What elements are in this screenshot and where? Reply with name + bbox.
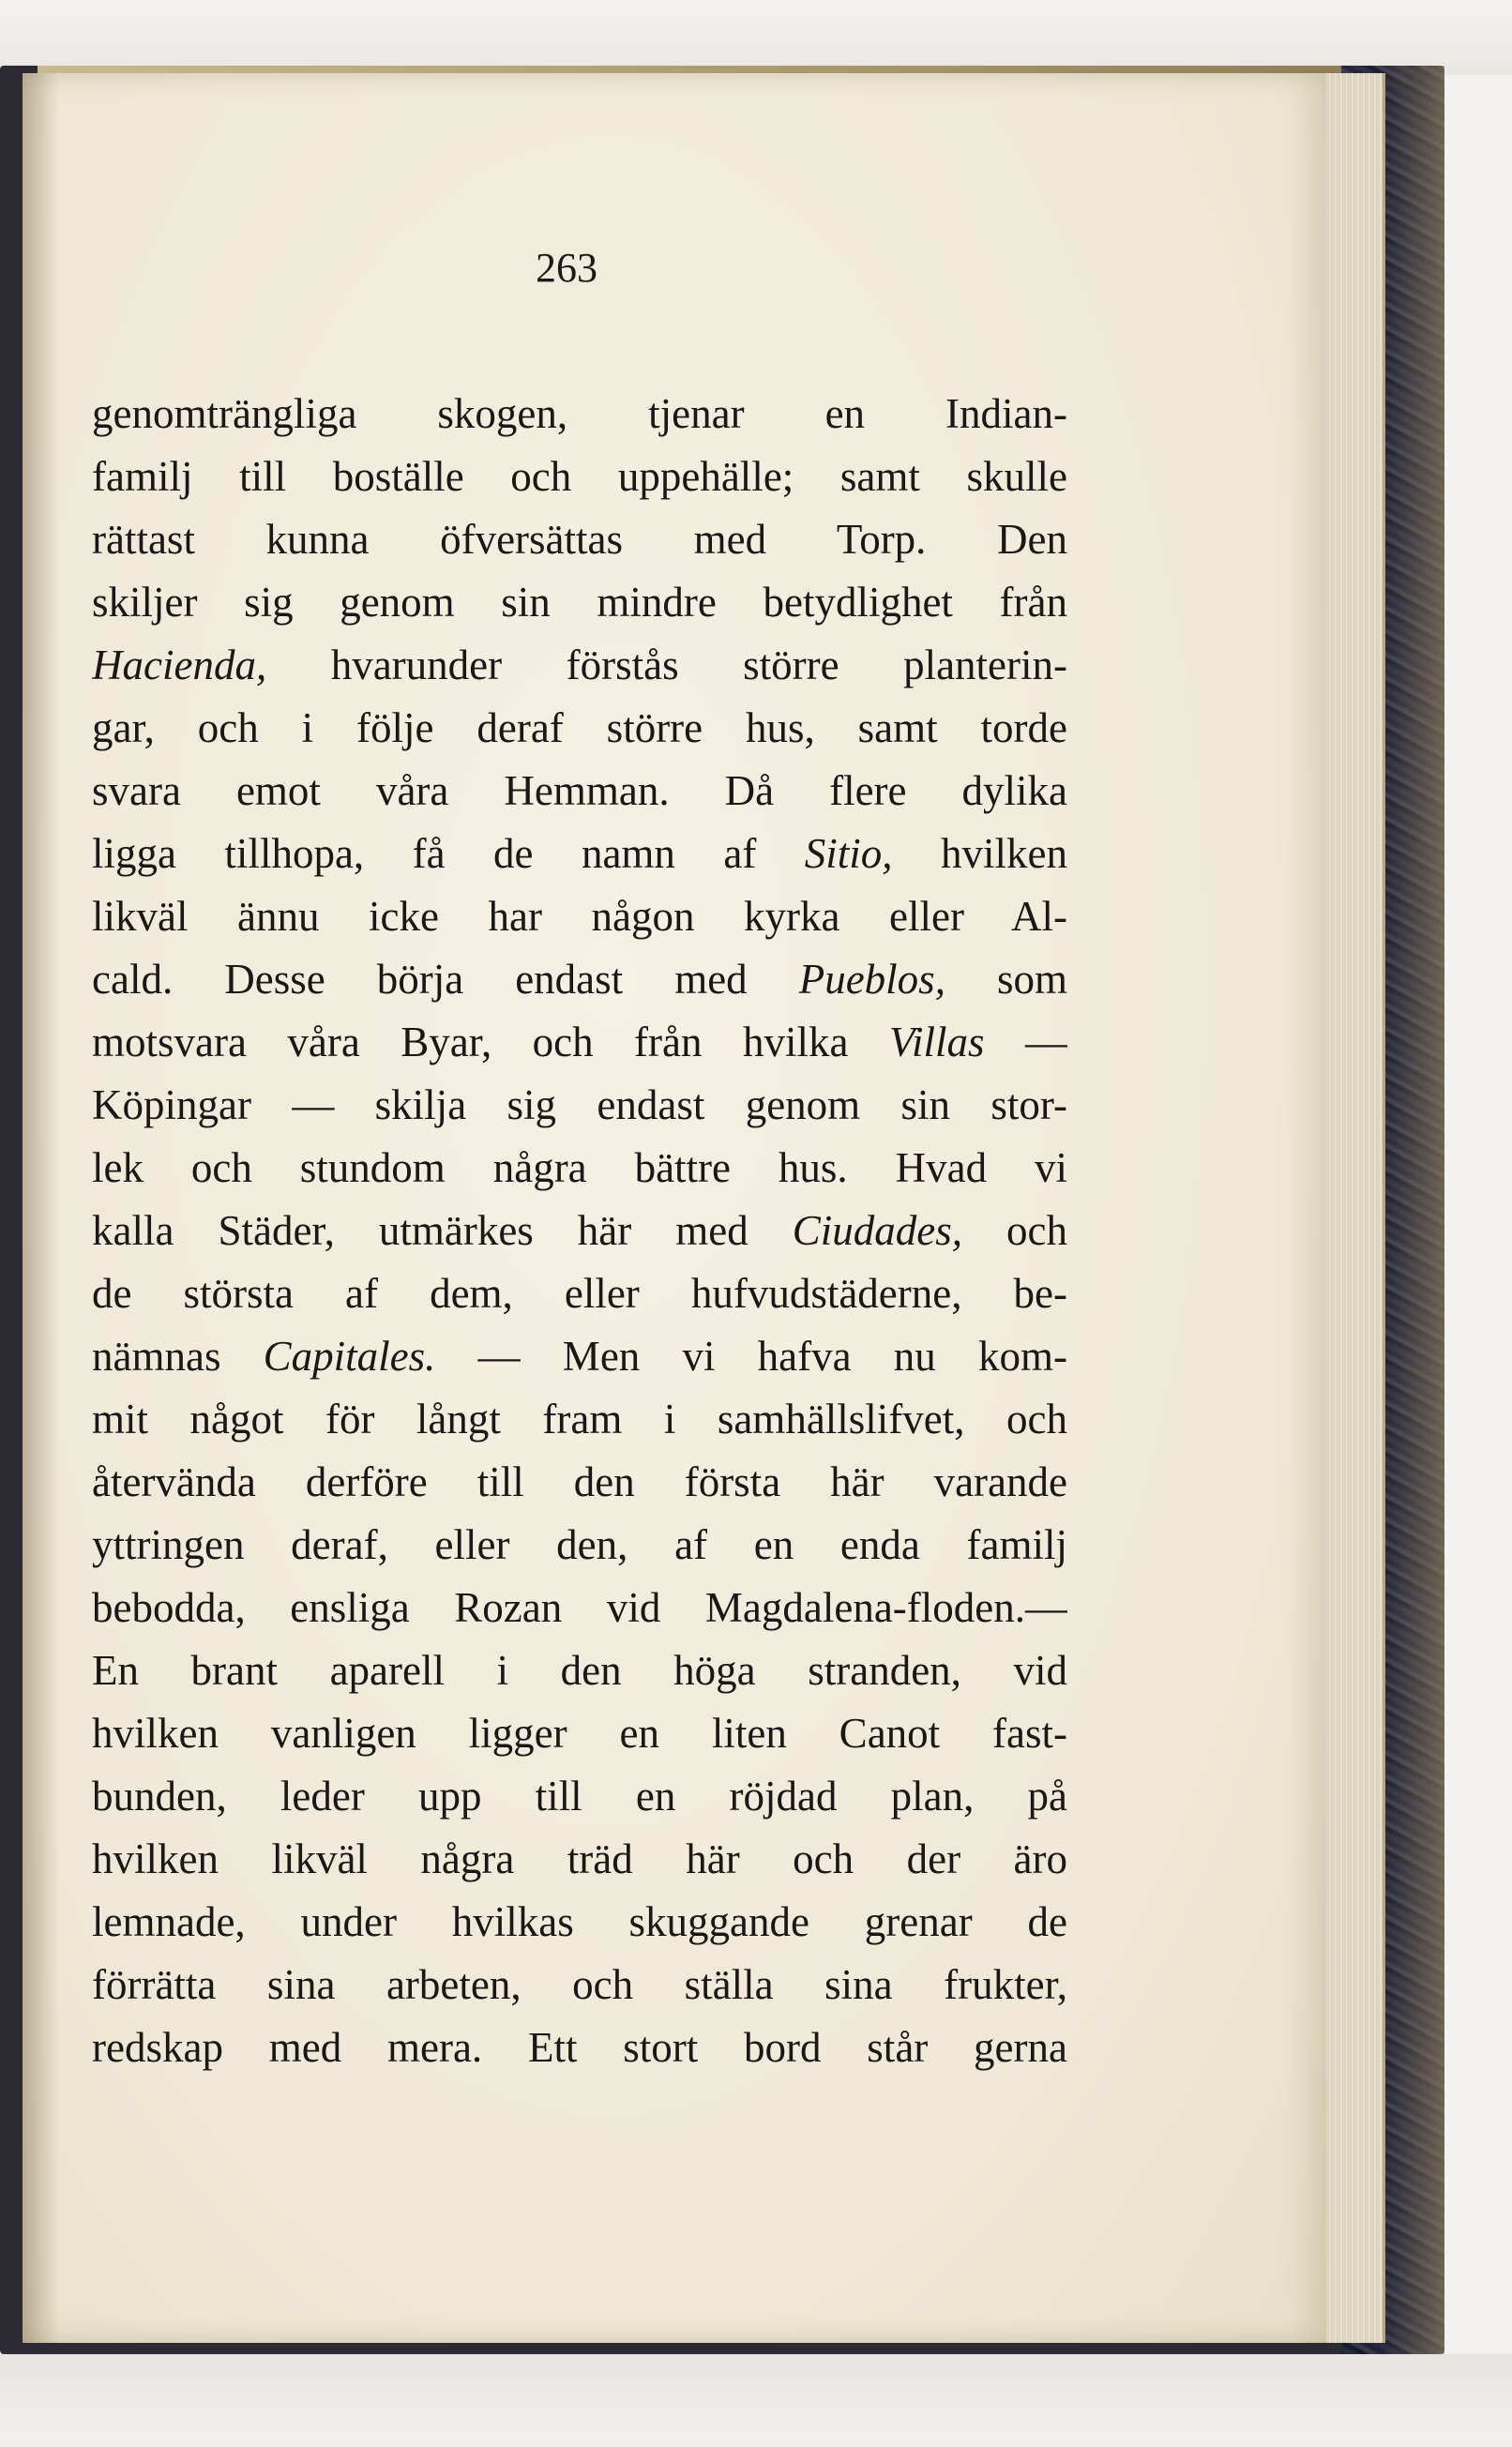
- text-line: [92, 760, 1067, 823]
- text-line: [92, 1074, 1067, 1137]
- text-segment: hvarunder förstås större planterin-: [266, 642, 1067, 688]
- page-number: 263: [536, 245, 597, 291]
- gutter-shadow: [23, 73, 60, 2343]
- text-segment: gar, och i följe deraf större hus, samt torde: [92, 704, 1067, 751]
- text-segment: bebodda, ensliga Rozan vid Magdalena-floden.—: [92, 1584, 1067, 1631]
- text-line: [92, 571, 1067, 634]
- text-line: [92, 1137, 1067, 1200]
- text-segment: motsvara våra Byar, och från hvilka: [92, 1019, 889, 1065]
- text-segment: yttringen deraf, eller den, af en enda familj: [92, 1521, 1067, 1568]
- italic-term: Villas: [888, 1019, 985, 1065]
- text-line: [92, 1765, 1067, 1828]
- text-segment: — Men vi hafva nu kom-: [435, 1333, 1067, 1380]
- text-segment: återvända derföre till den första här varande: [92, 1458, 1067, 1505]
- italic-term: Sitio,: [804, 830, 893, 877]
- text-segment: svara emot våra Hemman. Då flere dylika: [92, 767, 1067, 814]
- text-segment: kalla Städer, utmärkes här med: [92, 1207, 793, 1254]
- text-line: [92, 1702, 1067, 1765]
- text-line: [92, 1828, 1067, 1891]
- text-line: [92, 948, 1067, 1011]
- text-segment: genomträngliga skogen, tjenar en Indian-: [92, 390, 1067, 437]
- text-segment: —: [984, 1019, 1067, 1065]
- italic-term: Hacienda,: [92, 642, 267, 688]
- text-line: [92, 697, 1067, 760]
- text-line: [92, 1954, 1067, 2017]
- text-line: [92, 1262, 1067, 1325]
- text-line: [92, 1388, 1067, 1451]
- italic-term: Ciudades,: [792, 1207, 963, 1254]
- text-segment: mit något för långt fram i samhällslifvet, och: [92, 1396, 1067, 1443]
- text-segment: nämnas: [92, 1333, 264, 1380]
- text-segment: familj till boställe och uppehälle; samt skulle: [92, 453, 1067, 500]
- text-segment: hvilken likväl några träd här och der äro: [92, 1835, 1067, 1882]
- text-line: [92, 885, 1067, 948]
- text-line: [92, 823, 1067, 885]
- text-line: [92, 1200, 1067, 1262]
- text-line: [92, 508, 1067, 571]
- text-segment: ligga tillhopa, få de namn af: [92, 830, 805, 877]
- text-segment: lemnade, under hvilkas skuggande grenar de: [92, 1898, 1067, 1945]
- text-segment: Köpingar — skilja sig endast genom sin stor-: [92, 1081, 1067, 1128]
- text-segment: hvilken: [892, 830, 1067, 877]
- text-segment: förrätta sina arbeten, och ställa sina frukter,: [92, 1961, 1067, 2008]
- italic-term: Capitales.: [263, 1333, 436, 1380]
- scan-background-top: [0, 0, 1512, 75]
- text-line: [92, 1639, 1067, 1702]
- text-line: [92, 1011, 1067, 1074]
- text-segment: hvilken vanligen ligger en liten Canot fast-: [92, 1710, 1067, 1757]
- text-segment: de största af dem, eller hufvudstäderne, be-: [92, 1270, 1067, 1317]
- book-page: [23, 73, 1326, 2343]
- text-segment: rättast kunna öfversättas med Torp. Den: [92, 516, 1067, 563]
- text-line: [92, 1577, 1067, 1639]
- text-line: [92, 1514, 1067, 1577]
- text-line: [92, 1451, 1067, 1514]
- text-line: [92, 1325, 1067, 1388]
- body-text: [92, 383, 1067, 2079]
- scan-background-bottom: [0, 2354, 1512, 2447]
- text-segment: likväl ännu icke har någon kyrka eller Al-: [92, 893, 1067, 940]
- text-line: [92, 634, 1067, 697]
- italic-term: Pueblos,: [798, 956, 945, 1003]
- text-segment: cald. Desse börja endast med: [92, 956, 799, 1003]
- text-line: [92, 2017, 1067, 2079]
- text-segment: skiljer sig genom sin mindre betydlighet från: [92, 579, 1067, 626]
- text-segment: lek och stundom några bättre hus. Hvad vi: [92, 1144, 1067, 1191]
- text-line: [92, 383, 1067, 446]
- text-line: [92, 1891, 1067, 1954]
- text-segment: och: [962, 1207, 1067, 1254]
- text-segment: En brant aparell i den höga stranden, vid: [92, 1647, 1067, 1694]
- text-line: [92, 446, 1067, 508]
- text-segment: bunden, leder upp till en röjdad plan, på: [92, 1773, 1067, 1820]
- text-segment: som: [945, 956, 1067, 1003]
- text-segment: redskap med mera. Ett stort bord står gerna: [92, 2024, 1067, 2071]
